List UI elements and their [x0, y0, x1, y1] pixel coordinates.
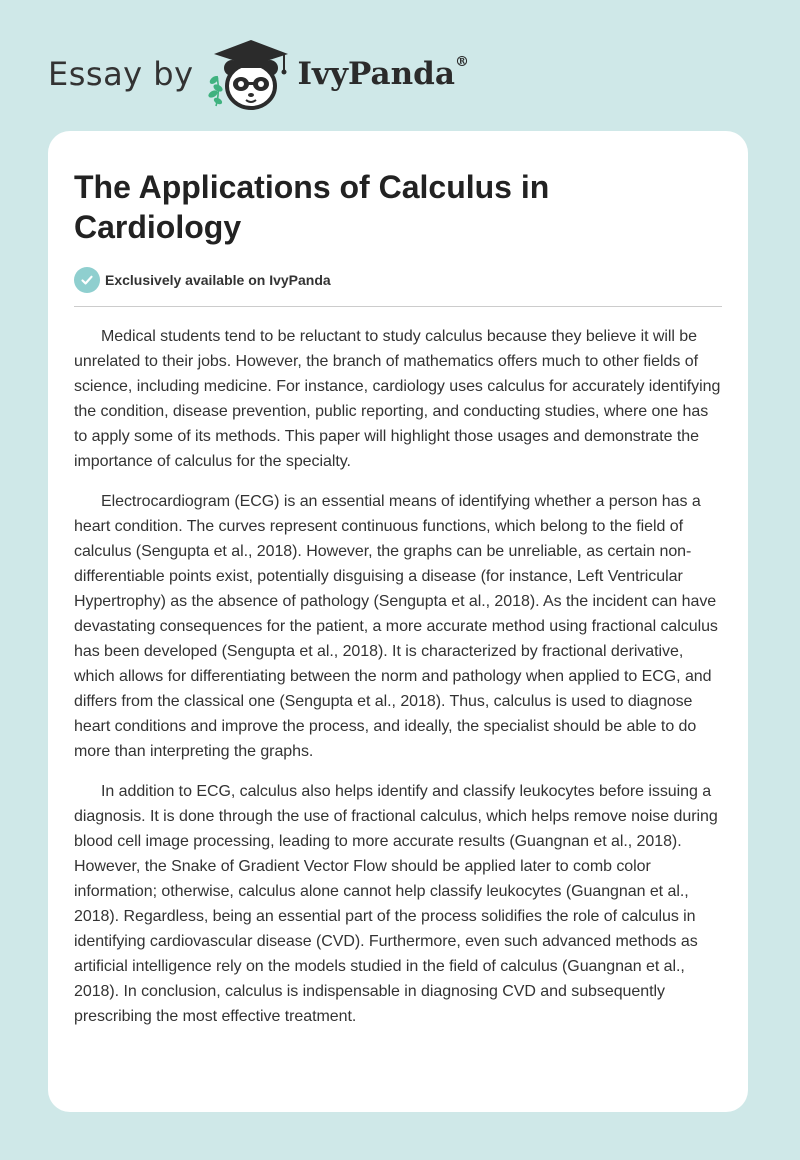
title-divider	[74, 306, 722, 307]
essay-body	[74, 324, 722, 1029]
panda-graduate-icon	[204, 34, 296, 114]
paragraph: In addition to ECG, calculus also helps identify and classify leukocytes before issuing a diagnosis. It is done through the use of fractional calculus, which helps remove noise during blood cell image processing, leading to more accurate results (Guangnan et al., 2018). However, the Snake of Gradient Vector Flow should be applied later to comb color information; otherwise, calculus alone cannot help classify leukocytes (Guangnan et al., 2018). Regardless, being an essential part of the process solidifies the role of calculus in identifying cardiovascular disease (CVD). Furthermore, even such advanced methods as artificial intelligence rely on the models studied in the field of calculus (Guangnan et al., 2018). In conclusion, calculus is indispensable in diagnosing CVD and subsequently prescribing the most effective treatment.	[74, 783, 718, 1025]
registered-mark: ®	[454, 54, 469, 70]
exclusive-badge	[74, 266, 722, 294]
essay-card	[48, 131, 748, 1112]
paragraph: Medical students tend to be reluctant to study calculus because they believe it will be unrelated to their jobs. However, the branch of mathematics offers much to other fields of science, including medicine. For instance, cardiology uses calculus for accurately identifying the condition, disease prevention, public reporting, and conducting studies, where one has to apply some of its methods. This paper will highlight those usages and demonstrate the importance of calculus for the specialty.	[74, 328, 721, 470]
exclusive-badge-label: Exclusively available on IvyPanda	[105, 272, 331, 288]
check-circle-icon	[74, 267, 100, 293]
site-header	[48, 34, 469, 114]
page-title: The Applications of Calculus in Cardiology	[74, 169, 550, 245]
brand-name[interactable]: IvyPanda®	[297, 54, 469, 92]
paragraph: Electrocardiogram (ECG) is an essential means of identifying whether a person has a heart condition. The curves represent continuous functions, which belong to the field of calculus (Sengupta et al., 2018). However, the graphs can be unreliable, as certain non-differentiable points exist, potentially disguising a disease (for instance, Left Ventricular Hypertrophy) as the absence of pathology (Sengupta et al., 2018). As the incident can have devastating consequences for the patient, a more accurate method using fractional calculus has been developed (Sengupta et al., 2018). It is characterized by fractional derivative, which allows for differentiating between the norm and pathology when applied to ECG, and differs from the classical one (Sengupta et al., 2018). Thus, calculus is used to diagnose heart conditions and improve the process, and ideally, the specialist should be able to do more than interpreting the graphs.	[74, 493, 718, 760]
essay-by-label: Essay by	[48, 55, 194, 93]
